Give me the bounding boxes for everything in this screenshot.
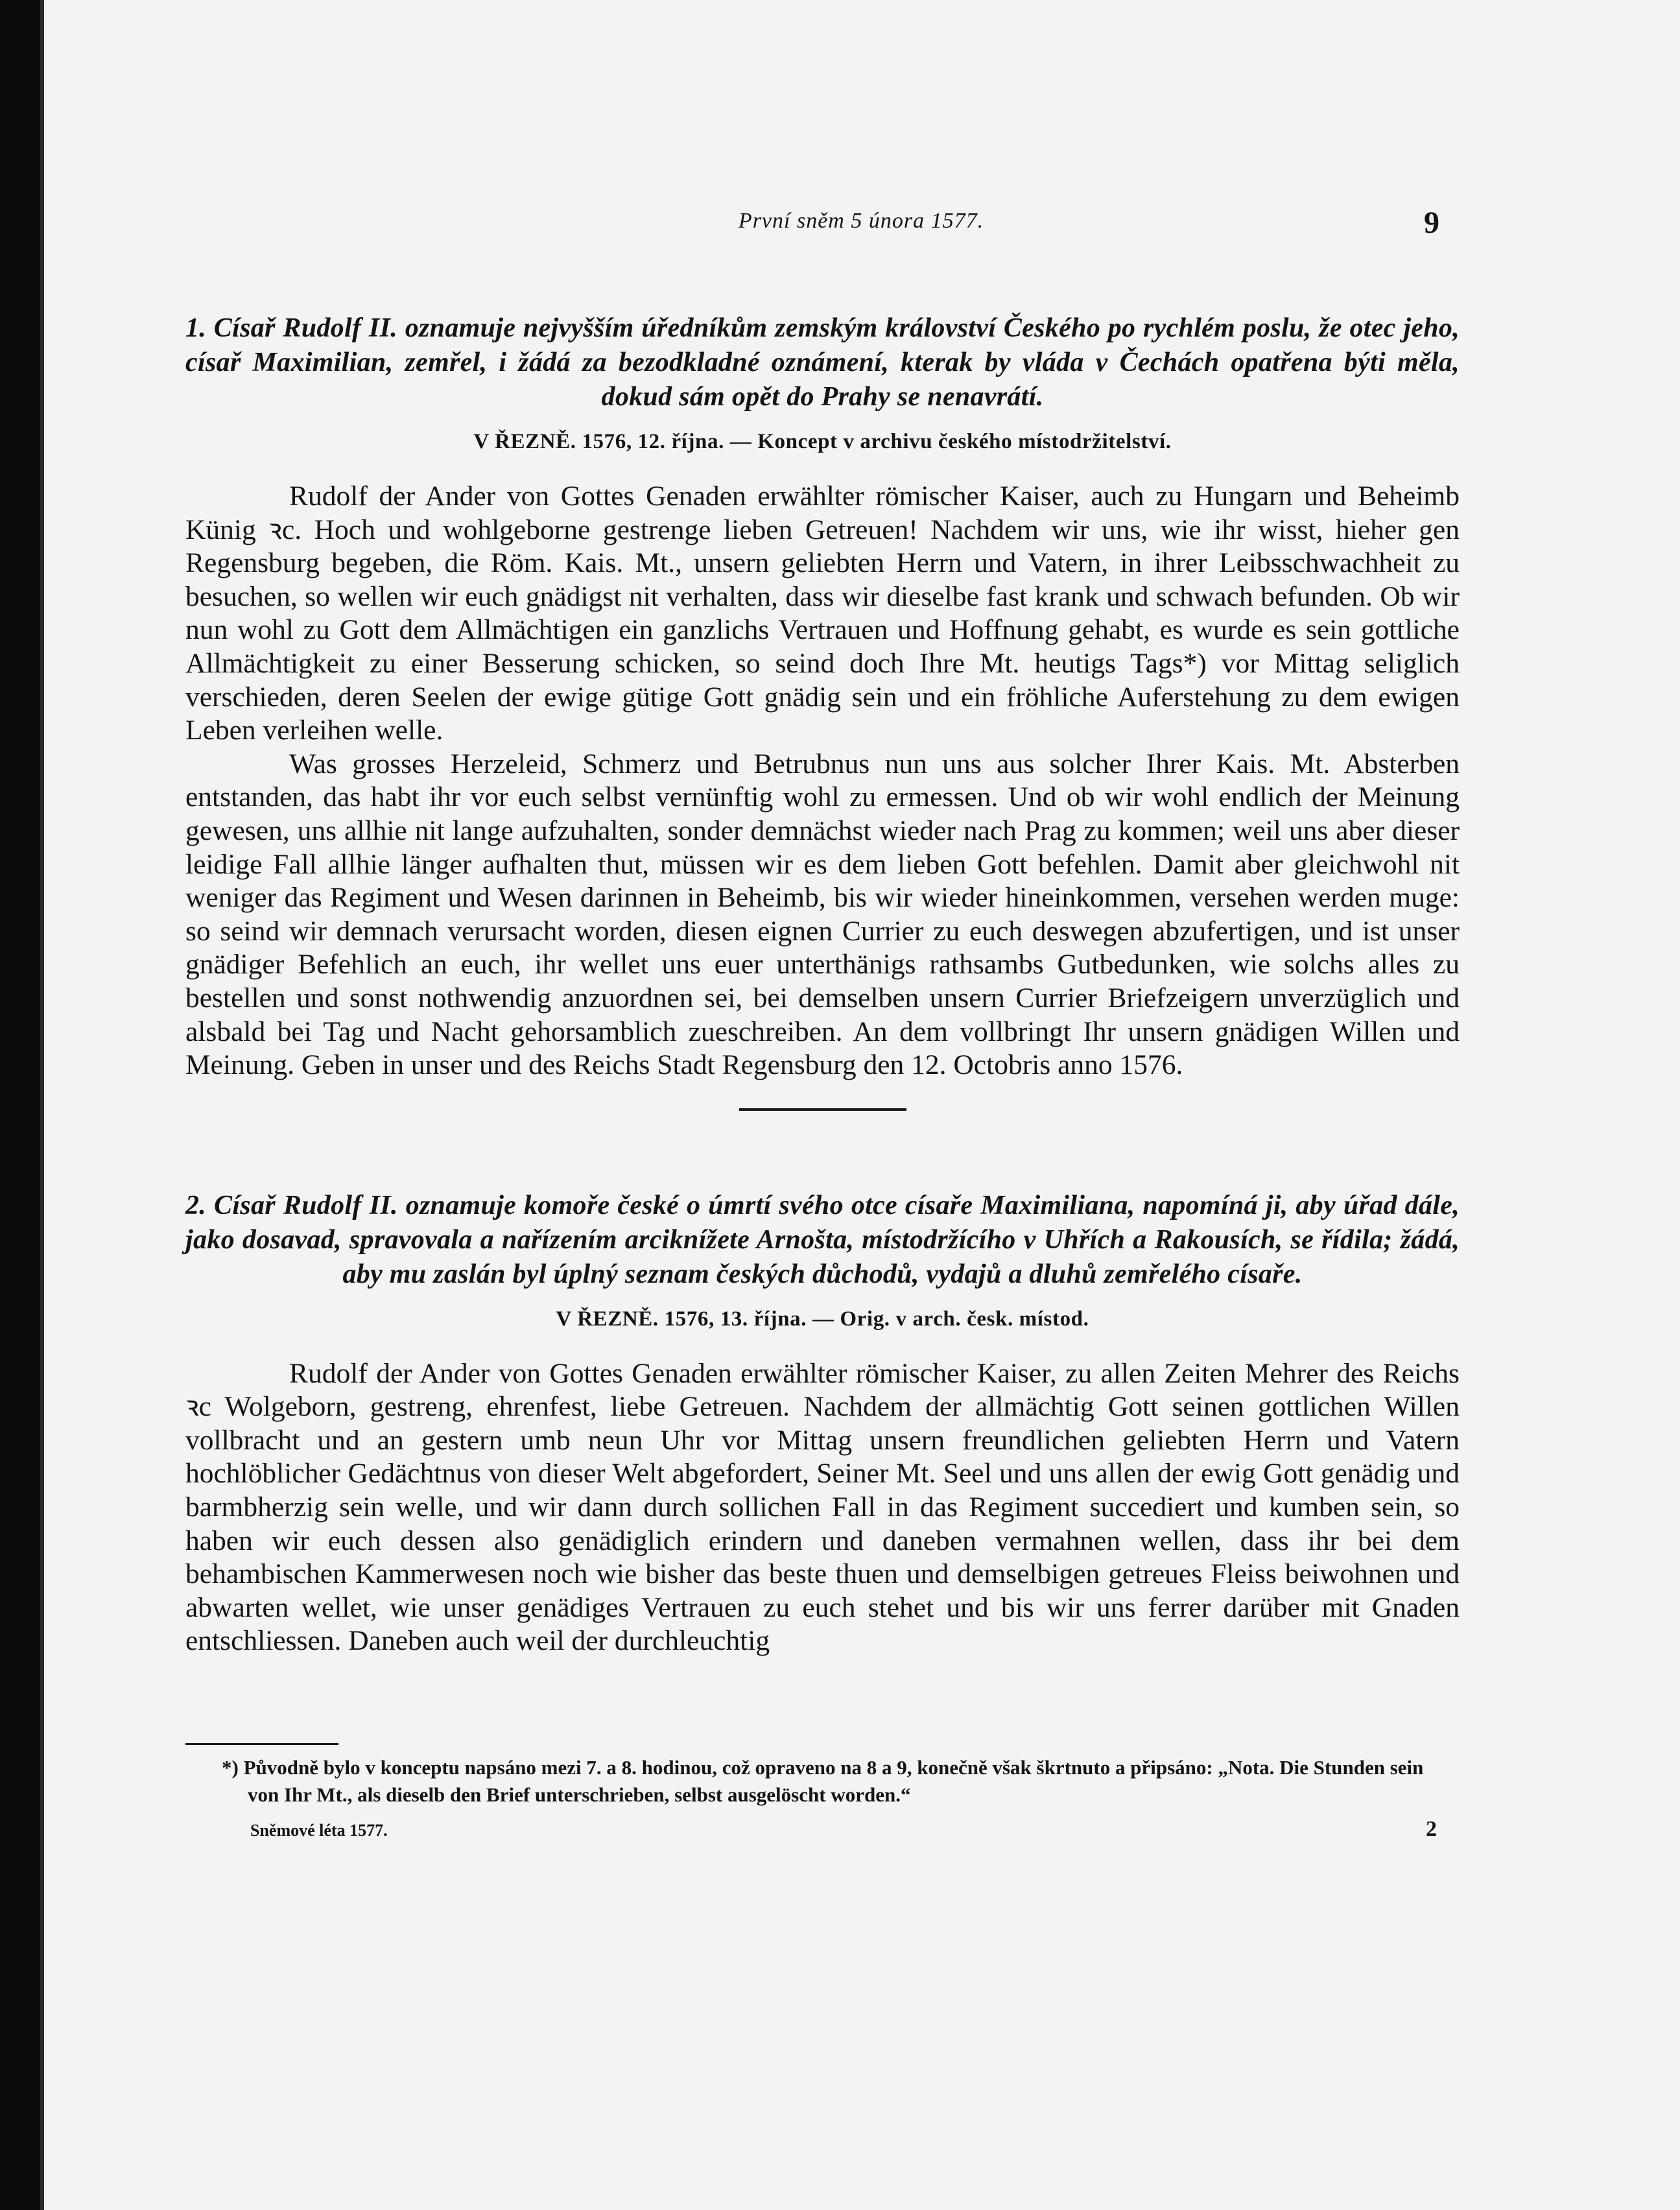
footnote-rule <box>185 1743 338 1745</box>
document-dateline: V ŘEZNĚ. 1576, 13. října. — Orig. v arch. česk. místod. <box>556 1307 1089 1331</box>
footnotes <box>185 1743 1460 1809</box>
page-header <box>44 206 1680 254</box>
printer-signature: Sněmové léta 1577. <box>250 1821 388 1840</box>
document-paragraph: Was grosses Herzeleid, Schmerz und Betrubnus nun uns aus solcher Ihrer Kais. Mt. Absterben entstanden, das habt ihr vor euch selbst vernünftig wohl zu ermessen. Und ob wir wohl endlich der Meinung gewesen, uns allhie nit lange aufzuhalten, sonder demnächst wieder nach Prag zu kommen; weil uns aber dieser leidige Fall allhie länger aufhalten thut, müssen wir es dem lieben Gott befehlen. Damit aber gleichwohl nit weniger das Regiment und Wesen darinnen in Beheimb, bis wir wieder hineinkommen, versehen werden muge: so seind wir demnach verursacht worden, diesen eignen Currier zu euch deswegen abzufertigen, und ist unser gnädiger Befehlich an euch, ihr wellet uns euer unterthänigs rathsambs Gutbedunken, wie solchs alles zu bestellen und sonst nothwendig anzuordnen sei, bei demselben unsern Currier Briefzeigern unverzüglich und alsbald bei Tag und Nacht gehorsamblich zueschreiben. An dem vollbringt Ihr unsern gnädigen Willen und Meinung. Geben in unser und des Reichs Stadt Regensburg den 12. Octobris anno 1576. <box>185 748 1460 1081</box>
page-footer <box>250 1817 1437 1847</box>
document-paragraph: Rudolf der Ander von Gottes Genaden erwählter römischer Kaiser, auch zu Hungarn und Beheimb Künig ꝛc. Hoch und wohlgeborne gestrenge lieben Getreuen! Nachdem wir uns, wie ihr wisst, hieher gen Regensburg begeben, die Röm. Kais. Mt., unsern geliebten Herrn und Vatern, in ihrer Leibsschwachheit zu besuchen, so wellen wir euch gnädigst nit verhalten, dass wir dieselbe fast krank und schwach befunden. Ob wir nun wohl zu Gott dem Allmächtigen ein ganzlichs Vertrauen und Hoffnung gehabt, es wurde es sein gottliche Allmächtigkeit zu einer Besserung schicken, so seind doch Ihre Mt. heutigs Tags*) vor Mittag seliglich verschieden, deren Seelen der ewige gütige Gott gnädig sein und ein fröhliche Auferstehung zu dem ewigen Leben verleihen welle. <box>185 481 1460 746</box>
footnote: *) Původně bylo v konceptu napsáno mezi 7. a 8. hodinou, což opraveno na 8 a 9, konečně však škrtnuto a připsáno: „Nota. Die Stunden sein von Ihr Mt., als dieselb den Brief unterschrieben, selbst ausgelöscht worden.“ <box>222 1756 1424 1806</box>
running-title: První sněm 5 února 1577. <box>738 209 984 233</box>
page-content <box>185 311 1460 1658</box>
page-number: 9 <box>1424 206 1439 240</box>
document-2 <box>185 1189 1460 1658</box>
document-paragraph: Rudolf der Ander von Gottes Genaden erwählter römischer Kaiser, zu allen Zeiten Mehrer des Reichs ꝛc Wolgeborn, gestreng, ehrenfest, liebe Getreuen. Nachdem der allmächtig Gott seinen gottlichen Willen vollbracht und an gestern umb neun Uhr vor Mittag unsern freundlichen geliebten Herrn und Vatern hochlöblicher Gedächtnus von dieser Welt abgefordert, Seiner Mt. Seel und uns allen der ewig Gott genädig und barmbherzig sein welle, und wir dann durch sollichen Fall in das Regiment succediert und kumben sein, so haben wir euch dessen also genädiglich erindern und daneben vermahnen wellen, dass ihr bei dem behambischen Kammerwesen noch wie bisher das beste thuen und demselbigen getreues Fleiss beiwohnen und abwarten wellet, wie unser genädiges Vertrauen zu euch stehet und bis wir uns ferrer darüber mit Gnaden entschliessen. Daneben auch weil der durchleuchtig <box>185 1357 1460 1657</box>
signature-number: 2 <box>1426 1817 1437 1841</box>
document-dateline: V ŘEZNĚ. 1576, 12. října. — Koncept v archivu českého místodržitelství. <box>473 430 1172 453</box>
section-separator <box>739 1108 906 1111</box>
document-1 <box>185 311 1460 1111</box>
document-heading: 1. Císař Rudolf II. oznamuje nejvyšším úředníkům zemským království Českého po rychlém poslu, že otec jeho, císař Maximilian, zemřel, i žádá za bezodkladné oznámení, kterak by vláda v Čechách opatřena býti měla, dokud sám opět do Prahy se nenavrátí. <box>185 313 1460 412</box>
document-heading: 2. Císař Rudolf II. oznamuje komoře české o úmrtí svého otce císaře Maximiliana, napomíná ji, aby úřad dále, jako dosavad, spravovala a nařízením arciknížete Arnošta, místodržícího v Uhřích a Rakousích, se řídila; žádá, aby mu zaslán byl úplný seznam českých důchodů, vydajů a dluhů zemřelého císaře. <box>185 1190 1460 1289</box>
document-page <box>40 0 1680 2210</box>
